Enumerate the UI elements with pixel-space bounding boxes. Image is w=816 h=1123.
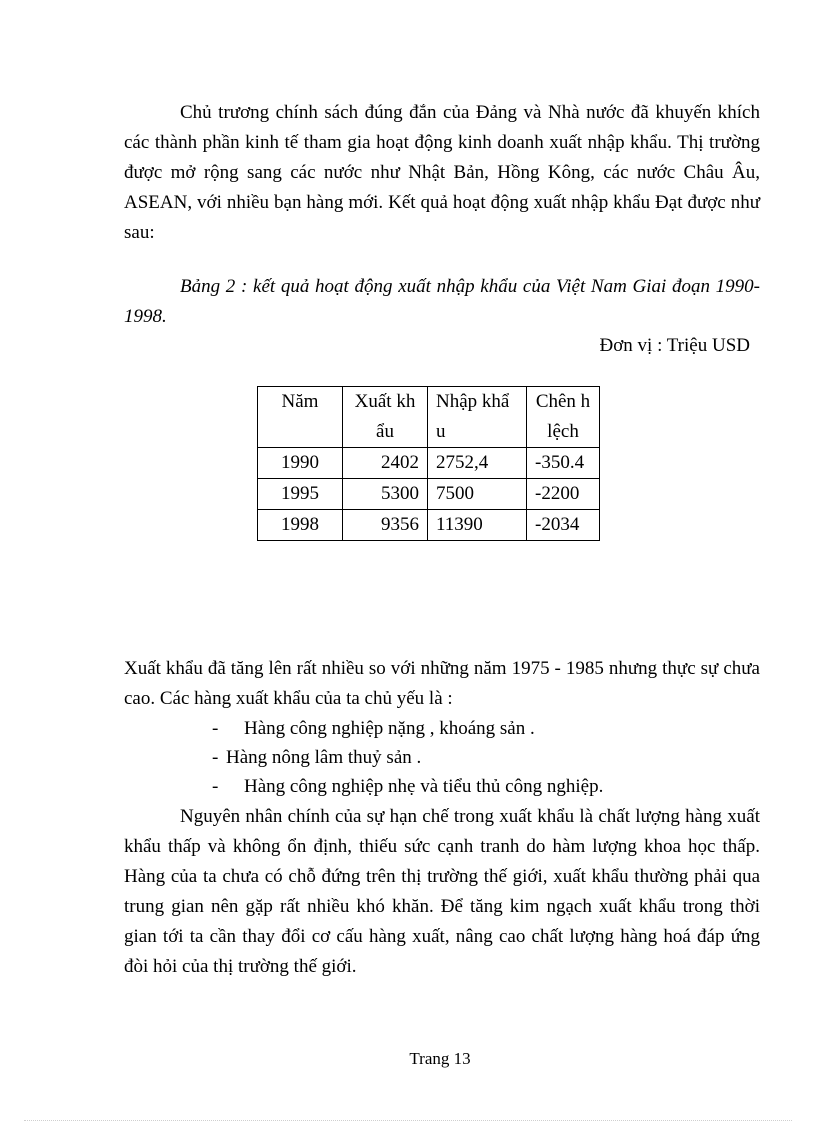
- export-value: 2402: [381, 452, 419, 473]
- import-value: 7500: [436, 483, 474, 504]
- intro-paragraph: Chủ trương chính sách đúng đắn của Đảng và Nhà nước đã khuyến khích các thành phần kinh tế tham gia hoạt động kinh doanh xuất nhập khẩu. Thị trường được mở rộng sang các nước như Nhật Bản, Hồng Kông, các nước Châu Âu, ASEAN, với nhiều bạn hàng mới. Kết quả hoạt động xuất nhập khẩu Đạt được như sau:: [124, 102, 760, 243]
- list-item-text: Hàng công nghiệp nặng , khoáng sản .: [244, 718, 535, 739]
- import-cell: [428, 448, 527, 479]
- header-cell-export: [343, 387, 428, 448]
- year-value: 1995: [281, 483, 319, 504]
- export-cell: [343, 448, 428, 479]
- year-value: 1998: [281, 514, 319, 535]
- table-caption: Bảng 2 : kết quả hoạt động xuất nhập khẩu của Việt Nam Giai đoạn 1990- 1998.: [124, 276, 760, 327]
- header-cell-import: [428, 387, 527, 448]
- export-cell: [343, 479, 428, 510]
- header-difference-text: Chên h lệch: [535, 391, 591, 442]
- trade-results-table: [257, 386, 600, 541]
- import-value: 2752,4: [436, 452, 489, 473]
- export-value: 5300: [381, 483, 419, 504]
- export-goods-list: [0, 714, 816, 801]
- import-cell: [428, 510, 527, 541]
- year-cell: [258, 448, 343, 479]
- bullet-dash: -: [212, 718, 219, 739]
- header-cell-year: [258, 387, 343, 448]
- list-item-text: Hàng công nghiệp nhẹ và tiểu thủ công nghiệp.: [244, 776, 604, 797]
- export-paragraph: Xuất khẩu đã tăng lên rất nhiều so với những năm 1975 - 1985 nhưng thực sự chưa cao. Các hàng xuất khẩu của ta chủ yếu là :: [124, 658, 760, 709]
- difference-cell: [527, 479, 600, 510]
- table-row: [258, 479, 600, 510]
- cause-paragraph: Nguyên nhân chính của sự hạn chế trong xuất khẩu là chất lượng hàng xuất khẩu thấp và không ổn định, thiếu sức cạnh tranh do hàm lượng khoa học thấp. Hàng của ta chưa có chỗ đứng trên thị trường thế giới, xuất khẩu thường phải qua trung gian nên gặp rất nhiều khó khăn. Để tăng kim ngạch xuất khẩu trong thời gian tới ta cần thay đổi cơ cấu hàng xuất, nâng cao chất lượng hàng hoá đáp ứng đòi hỏi của thị trường thế giới.: [124, 806, 760, 977]
- export-value: 9356: [381, 514, 419, 535]
- year-cell: [258, 479, 343, 510]
- difference-value: -2034: [535, 514, 580, 535]
- page-bottom-divider: [24, 1120, 792, 1121]
- difference-value: -2200: [535, 483, 580, 504]
- bullet-dash: -: [212, 747, 219, 768]
- unit-label: Đơn vị : Triệu USD: [599, 335, 750, 356]
- table-header-row: [258, 387, 600, 448]
- import-cell: [428, 479, 527, 510]
- table-row: [258, 510, 600, 541]
- year-value: 1990: [281, 452, 319, 473]
- list-item: [0, 714, 816, 743]
- import-value: 11390: [436, 514, 483, 535]
- header-cell-difference: [527, 387, 600, 448]
- bullet-dash: -: [212, 776, 219, 797]
- year-cell: [258, 510, 343, 541]
- list-item: [0, 772, 816, 801]
- header-import-text: Nhập khẩu: [436, 391, 510, 442]
- difference-value: -350.4: [535, 452, 585, 473]
- page-number: Trang 13: [409, 1049, 471, 1068]
- list-item: [0, 743, 816, 772]
- list-item-text: Hàng nông lâm thuỷ sản .: [226, 747, 422, 768]
- export-cell: [343, 510, 428, 541]
- difference-cell: [527, 510, 600, 541]
- header-year-text: Năm: [281, 391, 319, 412]
- header-export-text: Xuất khẩu: [354, 391, 416, 442]
- difference-cell: [527, 448, 600, 479]
- table-row: [258, 448, 600, 479]
